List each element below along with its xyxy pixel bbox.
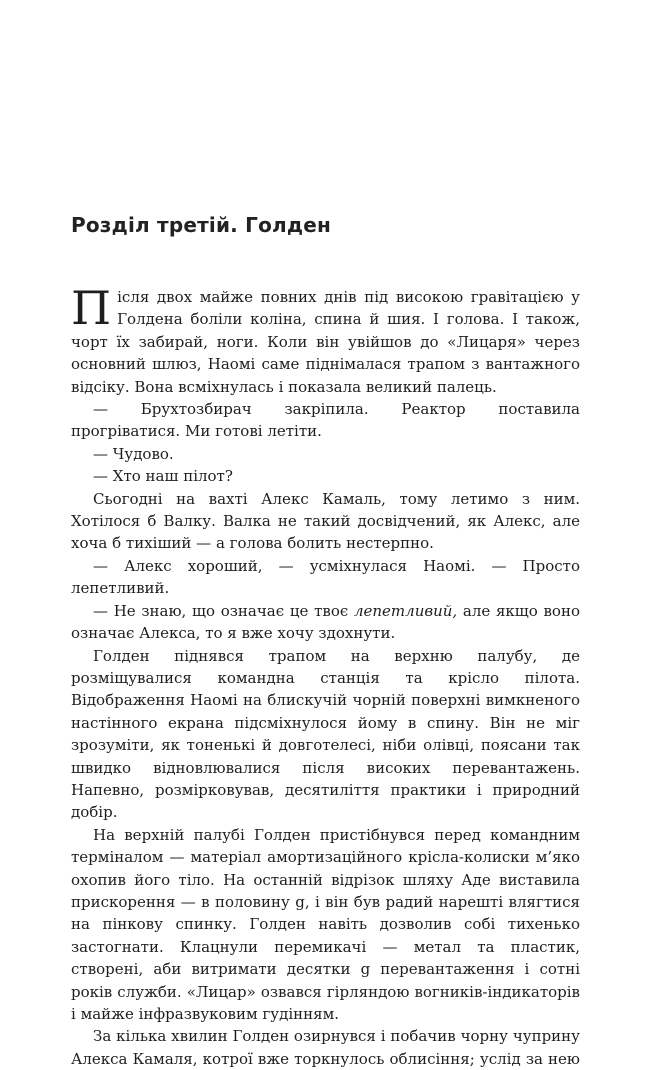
drop-cap: П — [71, 281, 112, 335]
paragraph-7-emphasis: лепетливий, — [353, 601, 458, 620]
paragraph-7-before: — Не знаю, що означає це твоє — [93, 601, 354, 620]
paragraph-9: На верхній палубі Голден пристібнувся перед командним терміналом — матеріал амортизаційного крісла-колиски м’яко охопив його тіло. На останній відрізок шляху Аде виставила прискорення — в половину g, і він був радий нарешті влягтися на пінкову спинку. Голден навіть дозволив собі тихенько застогнати. Клацнули перемикачі — метал та пластик, створені, аби витримати десятки g перевантаження і сотні років служби. «Лицар» озвався гірляндою вогників-індикаторів і майже інфразвуковим гудінням. — [71, 825, 580, 1023]
paragraph-7 — [71, 600, 580, 645]
paragraph-10: За кілька хвилин Голден озирнувся і побачив чорну чуприну Алекса Камаля, котрої вже торкнулось облисіння; услід за нею — [71, 1027, 580, 1068]
paragraph-1-text: ісля двох майже повних днів під високою гравітацією у Голдена боліли коліна, спина й шия. І голова. І також, чорт їх забирай, ноги. Коли він увійшов до «Лицаря» через основний шлюз, Наомі саме піднімалася трапом з вантажного відсіку. Вона всміхнулась і показала великий палець. — [71, 288, 580, 396]
paragraph-3: — Чудово. — [93, 444, 174, 463]
paragraph-4: — Хто наш пілот? — [93, 467, 233, 486]
chapter-title: Розділ третій. Голден — [71, 213, 332, 237]
paragraph-6: — Алекс хороший, — усміхнулася Наомі. — Просто лепетливий. — [71, 556, 580, 598]
chapter-body — [71, 281, 580, 1070]
paragraph-1 — [71, 281, 580, 398]
paragraph-5: Сьогодні на вахті Алекс Камаль, тому летимо з ним. Хотілося б Валку. Валка не такий досвідчений, як Алекс, але хоча б тихіший — а голова болить нестерпно. — [71, 489, 580, 553]
paragraph-2: — Брухтозбирач закріпила. Реактор поставила прогріватися. Ми готові летіти. — [71, 400, 580, 441]
paragraph-8: Голден піднявся трапом на верхню палубу, де розміщувалися командна станція та крісло пілота. Відображення Наомі на блискучій чорній поверхні вимкненого настінного екрана підсміхнулося йому в спину. Він не міг зрозуміти, як тоненькі й довготелесі, ніби олівці, поясани так швидко відновлювалися після високих перевантажень. Напевно, розмірковував, десятиліття практики і природний добір. — [71, 646, 580, 822]
paragraph-7-after: але якщо воно означає Алекса, то я вже хочу здохнути. — [71, 601, 580, 643]
